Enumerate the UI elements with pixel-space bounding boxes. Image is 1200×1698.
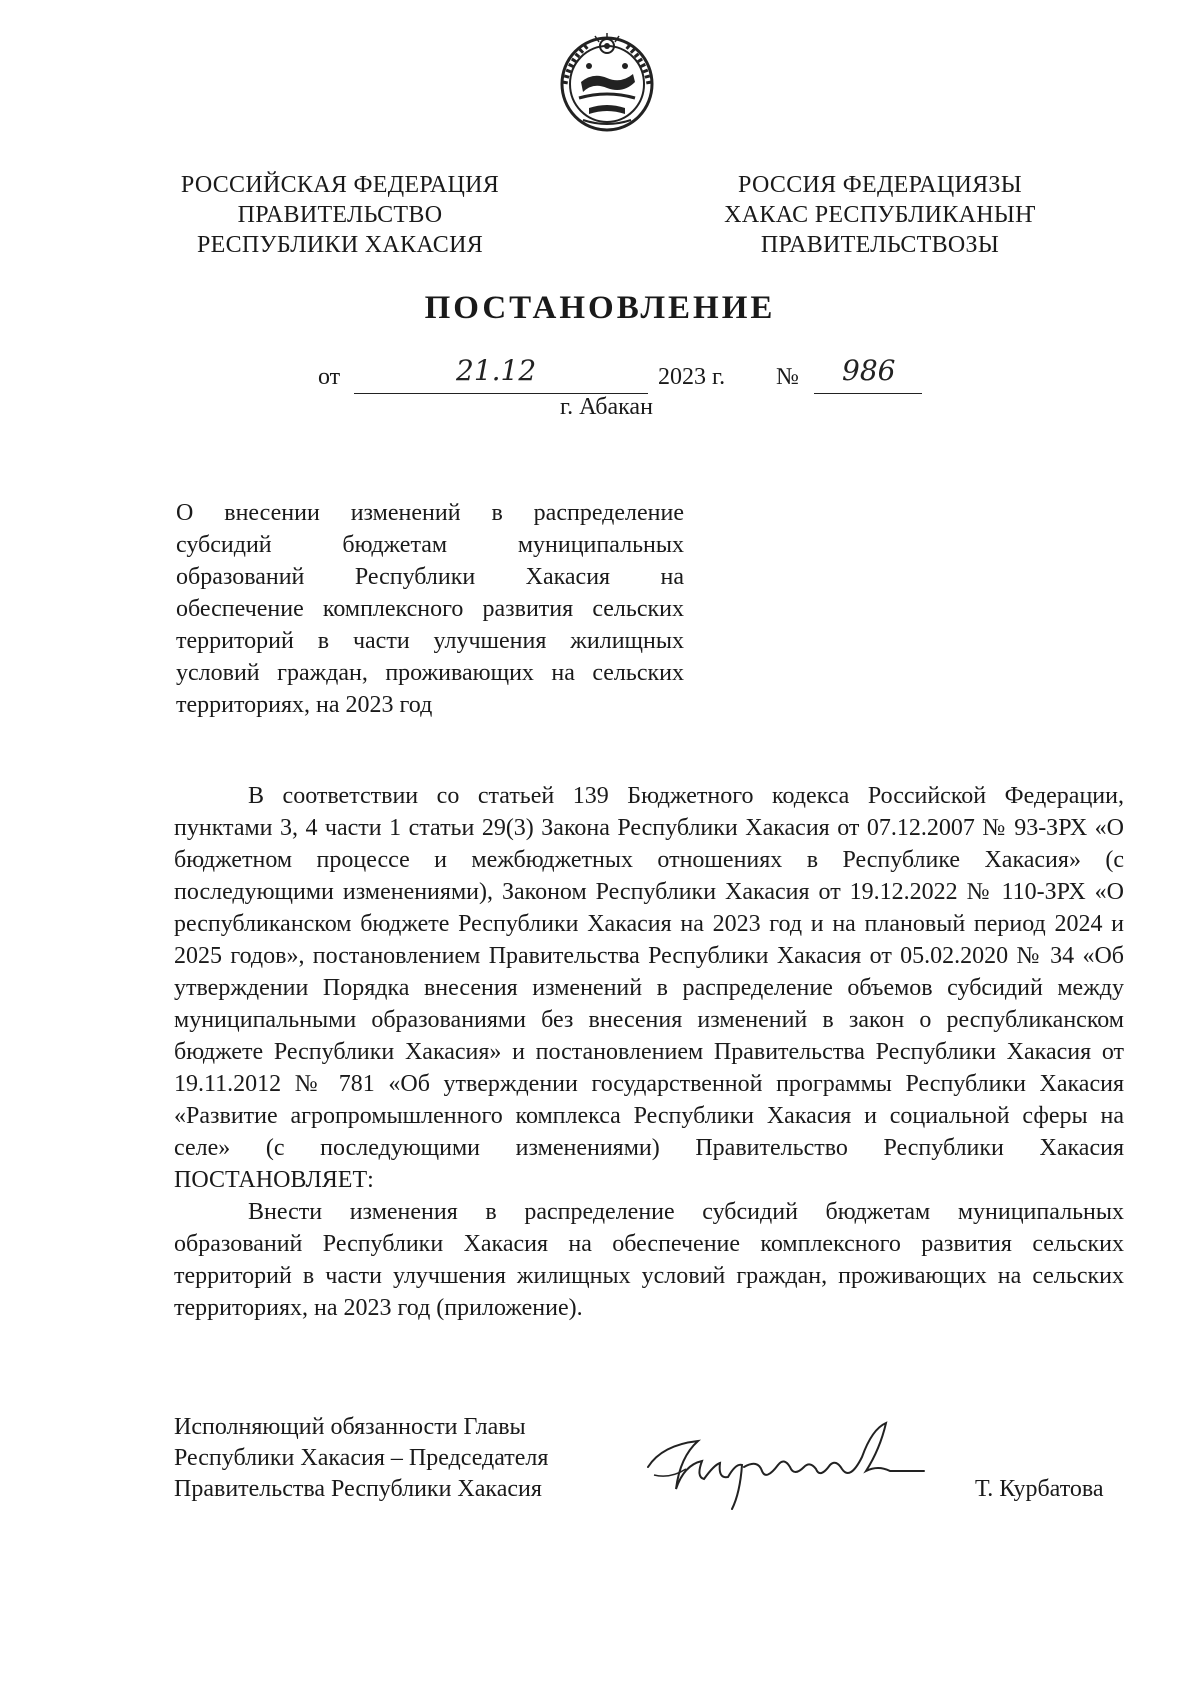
number-sign: № (776, 364, 799, 390)
header-right-line: РОССИЯ ФЕДЕРАЦИЯЗЫ (738, 172, 1022, 198)
document-body (174, 780, 1124, 1324)
header-right-line: ХАКАС РЕСПУБЛИКАНЫҤ (724, 202, 1036, 228)
coat-of-arms-emblem (559, 32, 655, 132)
date-handwritten: 21.12 (456, 354, 537, 387)
date-prefix: от (318, 364, 341, 390)
handwritten-signature (640, 1405, 930, 1515)
body-paragraph: Внести изменения в распределение субсидий бюджетам муниципальных образований Республики Хакасия на обеспечение комплексного развития сельских территорий в части улучшения жилищных условий граждан, проживающих на сельских территориях, на 2023 год (приложение). (174, 1199, 1124, 1321)
document-title: ПОСТАНОВЛЕНИЕ (424, 290, 776, 326)
header-left-line: РОССИЙСКАЯ ФЕДЕРАЦИЯ (180, 172, 500, 198)
header-left (160, 170, 520, 260)
header-left-line: РЕСПУБЛИКИ ХАКАСИЯ (196, 232, 484, 258)
signatory-position-line: Правительства Республики Хакасия (174, 1476, 542, 1502)
header-left-line: ПРАВИТЕЛЬСТВО (237, 202, 443, 228)
number-handwritten: 986 (842, 354, 896, 387)
year-label: 2023 г. (658, 364, 726, 390)
header-right (700, 170, 1060, 260)
signatory-name: Т. Курбатова (975, 1476, 1104, 1502)
signatory-position (174, 1412, 548, 1505)
signatory-position-line: Республики Хакасия – Председателя (174, 1445, 549, 1471)
signatory-position-line: Исполняющий обязанности Главы (174, 1414, 526, 1440)
body-paragraph: В соответствии со статьей 139 Бюджетного кодекса Российской Федерации, пунктами 3, 4 части 1 статьи 29(3) Закона Республики Хакасия от 07.12.2007 № 93-ЗРХ «О бюджетном процессе и межбюджетных отношениях в Республике Хакасия» (с последующими изменениями), Законом Республики Хакасия от 19.12.2022 № 110-ЗРХ «О республиканском бюджете Республики Хакасия на 2023 год и на плановый период 2024 и 2025 годов», постановлением Правительства Республики Хакасия от 05.02.2020 № 34 «Об утверждении Порядка внесения изменений в распределение объемов субсидий между муниципальными образованиями без внесения изменений в закон о республиканском бюджете Республики Хакасия» и постановлением Правительства Республики Хакасия от 19.11.2012 № 781 «Об утверждении государственной программы Республики Хакасия «Развитие агропромышленного комплекса Республики Хакасия и социальной сферы на селе» (с последующими изменениями) Правительство Республики Хакасия ПОСТАНОВЛЯЕТ: (174, 783, 1124, 1193)
subject-text: О внесении изменений в распределение субсидий бюджетам муниципальных образований Республики Хакасия на обеспечение комплексного развития сельских территорий в части улучшения жилищных условий граждан, проживающих на сельских территориях, на 2023 год (176, 500, 684, 718)
header-right-line: ПРАВИТЕЛЬСТВОЗЫ (760, 232, 1000, 258)
document-subject (176, 497, 684, 721)
city-label: г. Абакан (560, 394, 653, 420)
number-underline (814, 393, 922, 394)
